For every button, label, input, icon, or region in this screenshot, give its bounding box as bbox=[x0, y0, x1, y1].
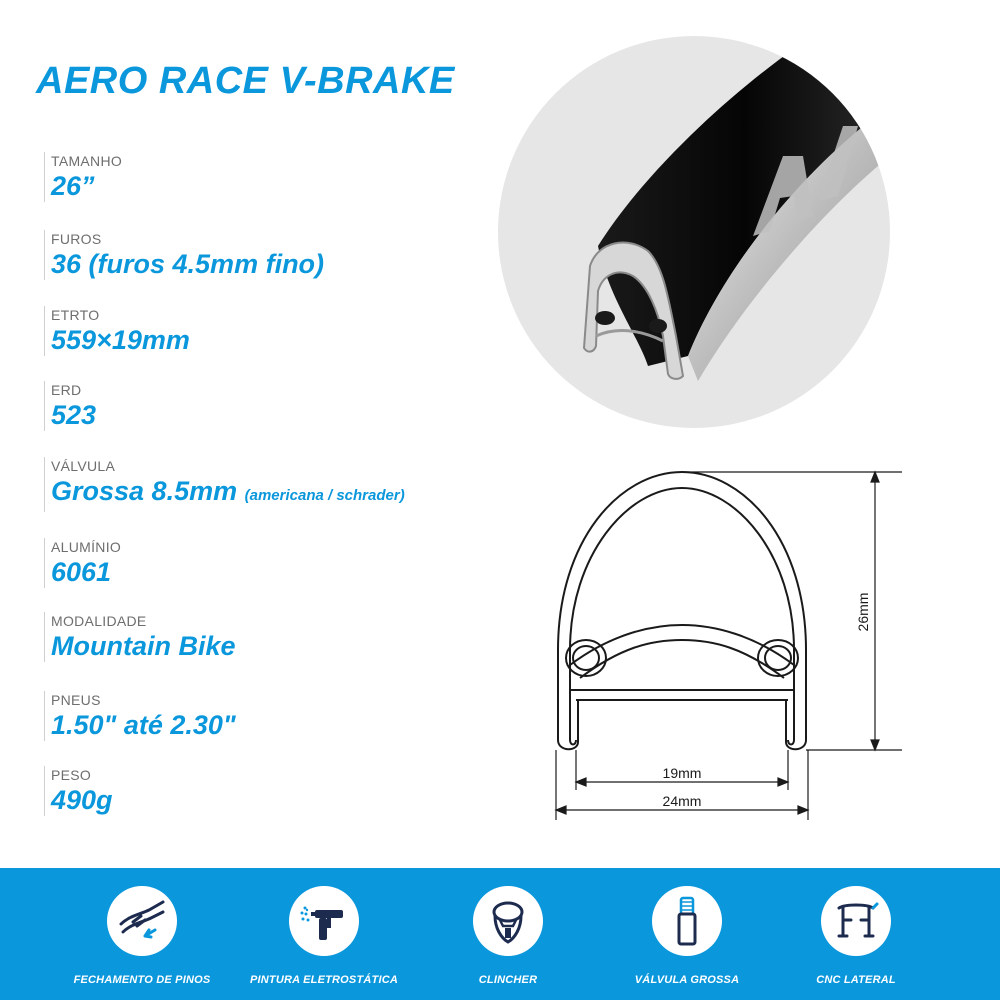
spec-note: (americana / schrader) bbox=[244, 487, 405, 504]
spec-label: FUROS bbox=[51, 231, 102, 247]
feature-label: PINTURA ELETROSTÁTICA bbox=[249, 974, 398, 986]
spec-erd bbox=[44, 381, 514, 431]
feature-valvula-grossa bbox=[612, 886, 762, 986]
spec-value: 6061 bbox=[51, 557, 112, 587]
spec-value: 1.50" até 2.30" bbox=[51, 710, 236, 740]
spec-peso bbox=[44, 766, 514, 816]
spec-value: 523 bbox=[51, 400, 97, 430]
feature-icon-circle bbox=[652, 886, 722, 956]
feature-icon-circle bbox=[821, 886, 891, 956]
inner-width-label: 19mm bbox=[662, 765, 702, 781]
spec-label: PESO bbox=[51, 767, 92, 783]
spec-label: ERD bbox=[51, 382, 82, 398]
spec-value: Mountain Bike bbox=[51, 631, 236, 661]
feature-icon-circle bbox=[107, 886, 177, 956]
spec-pneus bbox=[44, 691, 514, 741]
spec-value: 36 (furos 4.5mm fino) bbox=[51, 249, 325, 279]
feature-clincher bbox=[433, 886, 583, 986]
spec-tamanho bbox=[44, 152, 514, 202]
feature-pintura-eletrostatica bbox=[249, 886, 399, 986]
spec-label: TAMANHO bbox=[51, 153, 123, 169]
rim-profile-diagram bbox=[540, 460, 920, 830]
spray-gun-icon bbox=[297, 894, 351, 948]
pin-joint-icon bbox=[115, 894, 169, 948]
spec-aluminio bbox=[44, 538, 514, 588]
spec-valvula bbox=[44, 457, 514, 512]
feature-label: CNC LATERAL bbox=[816, 974, 896, 986]
feature-fechamento-de-pinos bbox=[67, 886, 217, 986]
features-bar bbox=[0, 868, 1000, 1000]
spec-value: 559×19mm bbox=[51, 325, 190, 355]
spec-label: VÁLVULA bbox=[51, 458, 116, 474]
feature-label: VÁLVULA GROSSA bbox=[634, 974, 740, 986]
clincher-profile-icon bbox=[481, 894, 535, 948]
feature-label: CLINCHER bbox=[478, 974, 538, 986]
spec-modalidade bbox=[44, 612, 514, 662]
feature-cnc-lateral bbox=[781, 886, 931, 986]
spec-value: 26” bbox=[51, 171, 95, 201]
spec-label: PNEUS bbox=[51, 692, 101, 708]
product-title: AERO RACE V-BRAKE bbox=[36, 60, 455, 102]
spec-furos bbox=[44, 230, 514, 280]
outer-width-label: 24mm bbox=[662, 793, 702, 809]
spec-value: 490g bbox=[51, 785, 113, 815]
feature-icon-circle bbox=[289, 886, 359, 956]
height-dimension-label: 26mm bbox=[855, 592, 871, 632]
feature-label: FECHAMENTO DE PINOS bbox=[73, 974, 211, 986]
feature-icon-circle bbox=[473, 886, 543, 956]
spec-label: ETRTO bbox=[51, 307, 100, 323]
spec-etrto bbox=[44, 306, 514, 356]
v-brake-icon bbox=[829, 894, 883, 948]
valve-icon bbox=[660, 894, 714, 948]
spec-value-main: Grossa 8.5mm bbox=[51, 476, 238, 506]
spec-label: MODALIDADE bbox=[51, 613, 147, 629]
spec-value bbox=[51, 475, 514, 512]
spec-label: ALUMÍNIO bbox=[51, 539, 122, 555]
rim-photo bbox=[498, 36, 890, 428]
